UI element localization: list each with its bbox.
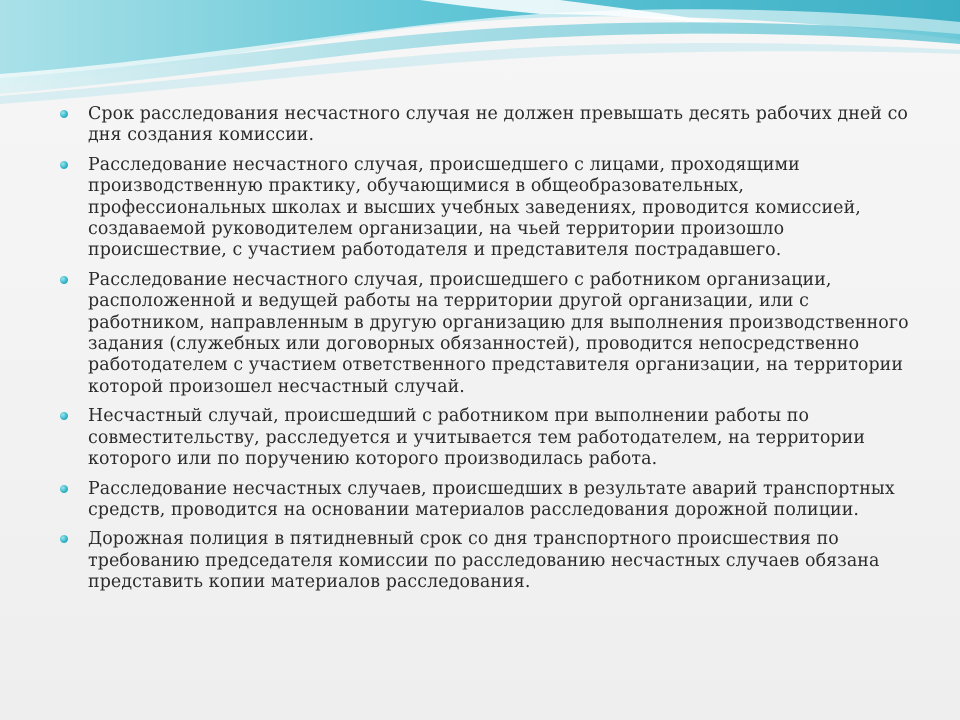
bullet-item-students-practice	[60, 155, 920, 262]
bullet-dot-icon	[60, 535, 68, 543]
bullet-text: Расследование несчастного случая, происшедшего с работником организации, расположенной и ведущей работы на территории другой организации, или с работником, направленным в другую организацию для выполнения производственного задания (служебных или договорных обязанностей), проводится непосредственно работодателем с участием ответственного представителя организации, на территории которой произошел несчастный случай.	[88, 269, 909, 397]
bullet-dot-icon	[60, 161, 68, 169]
bullet-dot-icon	[60, 485, 68, 493]
bullet-item-road-police	[60, 529, 920, 593]
bullet-text: Несчастный случай, происшедший с работником при выполнении работы по совместительству, расследуется и учитывается тем работодателем, на территории которого или по поручению которого производилась работа.	[88, 406, 866, 470]
bullet-item-investigation-deadline	[60, 104, 920, 147]
bullet-dot-icon	[60, 110, 68, 118]
bullet-item-other-organization	[60, 270, 920, 398]
bullet-item-part-time-work	[60, 406, 920, 470]
bullet-list	[60, 104, 920, 594]
bullet-text: Дорожная полиция в пятидневный срок со дня транспортного происшествия по требованию председателя комиссии по расследованию несчастных случаев обязана представить копии материалов расследования.	[88, 529, 880, 593]
slide-content	[60, 104, 920, 602]
bullet-dot-icon	[60, 276, 68, 284]
bullet-text: Расследование несчастных случаев, происшедших в результате аварий транспортных средств, проводится на основании материалов расследования дорожной полиции.	[88, 478, 895, 520]
bullet-item-transport-accidents	[60, 479, 920, 522]
bullet-text: Расследование несчастного случая, происшедшего с лицами, проходящими производственную практику, обучающимися в общеобразовательных, профессиональных школах и высших учебных заведениях, проводится комиссией, создаваемой руководителем организации, на чьей территории произошло происшествие, с участием работодателя и представителя пострадавшего.	[88, 154, 861, 261]
bullet-text: Срок расследования несчастного случая не должен превышать десять рабочих дней со дня создания комиссии.	[88, 104, 909, 146]
bullet-dot-icon	[60, 412, 68, 420]
header-wave-decoration	[0, 0, 960, 120]
